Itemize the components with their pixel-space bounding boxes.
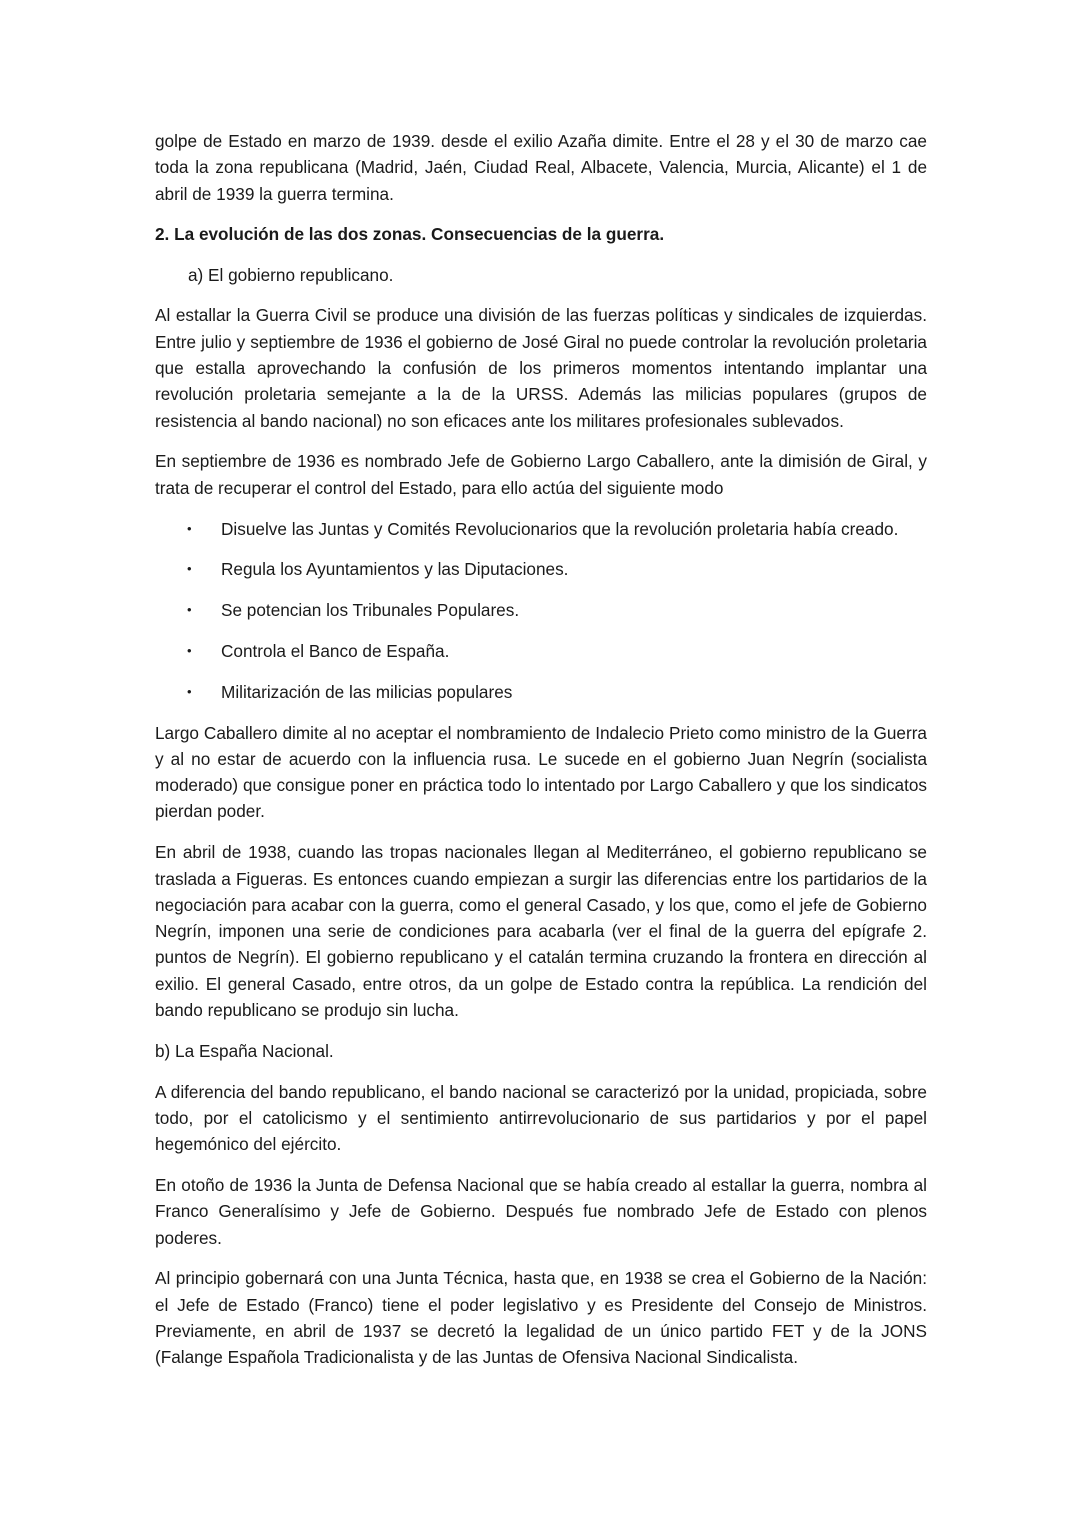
list-item-text: Se potencian los Tribunales Populares.: [221, 600, 520, 621]
list-item: [155, 597, 927, 623]
list-item-text: Regula los Ayuntamientos y las Diputaciones.: [221, 559, 569, 580]
intro-paragraph: golpe de Estado en marzo de 1939. desde el exilio Azaña dimite. Entre el 28 y el 30 de marzo cae toda la zona republicana (Madrid, Jaén, Ciudad Real, Albacete, Valencia, Murcia, Alicante) el 1 de abril de 1939 la guerra termina.: [155, 131, 927, 204]
paragraph-junta-tecnica: Al principio gobernará con una Junta Técnica, hasta que, en 1938 se crea el Gobierno de la Nación: el Jefe de Estado (Franco) tiene el poder legislativo y es Presidente del Consejo de Ministros. Previamente, en abril de 1937 se decretó la legalidad de un único partido FET y de la JONS (Falange Española Tradicionalista y de las Juntas de Ofensiva Nacional Sindicalista.: [155, 1268, 927, 1368]
list-item-text: Disuelve las Juntas y Comités Revolucionarios que la revolución proletaria había creado.: [221, 518, 899, 539]
bullet-icon: •: [187, 561, 192, 577]
bullet-icon: •: [187, 602, 192, 618]
document-page: [155, 128, 927, 1385]
list-item-text: Militarización de las milicias populares: [221, 681, 513, 702]
list-item: [155, 638, 927, 664]
paragraph-figueras: En abril de 1938, cuando las tropas nacionales llegan al Mediterráneo, el gobierno republicano se traslada a Figueras. Es entonces cuando empiezan a surgir las diferencias entre los partidarios de la negociación para acabar con la guerra, como el general Casado, y los que, como el jefe de Gobierno Negrín, imponen una serie de condiciones para acabarla (ver el final de la guerra del epígrafe 2. puntos de Negrín). El gobierno republicano y el catalán termina cruzando la frontera en dirección al exilio. El general Casado, entre otros, da un golpe de Estado contra la república. La rendición del bando republicano se produjo sin lucha.: [155, 842, 927, 1021]
subsection-b-title: b) La España Nacional.: [155, 1040, 334, 1061]
paragraph-franco-appointment: En otoño de 1936 la Junta de Defensa Nacional que se había creado al estallar la guerra, nombra al Franco Generalísimo y Jefe de Gobierno. Después fue nombrado Jefe de Estado con plenos poderes.: [155, 1175, 927, 1248]
list-item: [155, 556, 927, 582]
paragraph-largo-caballero: En septiembre de 1936 es nombrado Jefe de Gobierno Largo Caballero, ante la dimisión de Giral, y trata de recuperar el control del Estado, para ello actúa del siguiente modo: [155, 451, 927, 498]
list-item-text: Controla el Banco de España.: [221, 640, 450, 661]
paragraph-republic-division: Al estallar la Guerra Civil se produce una división de las fuerzas políticas y sindicales de izquierdas. Entre julio y septiembre de 1936 el gobierno de José Giral no puede controlar la revolución proletaria que estalla aprovechando la confusión de los primeros momentos intentando implantar una revolución proletaria semejante a la de la URSS. Además las milicias populares (grupos de resistencia al bando nacional) no son eficaces ante los militares profesionales sublevados.: [155, 305, 927, 431]
list-item: [155, 679, 927, 705]
bullet-icon: •: [187, 683, 192, 699]
measures-list: [155, 516, 927, 705]
subsection-a-title: a) El gobierno republicano.: [188, 264, 394, 285]
bullet-icon: •: [187, 642, 192, 658]
list-item: [155, 516, 927, 542]
paragraph-national-unity: A diferencia del bando republicano, el bando nacional se caracterizó por la unidad, propiciada, sobre todo, por el catolicismo y el sentimiento antirrevolucionario de sus partidarios y por el papel hegemónico del ejército.: [155, 1081, 927, 1155]
bullet-icon: •: [187, 520, 192, 536]
section-heading: 2. La evolución de las dos zonas. Consecuencias de la guerra.: [155, 224, 665, 245]
paragraph-negrin: Largo Caballero dimite al no aceptar el nombramiento de Indalecio Prieto como ministro de la Guerra y al no estar de acuerdo con la influencia rusa. Le sucede en el gobierno Juan Negrín (socialista moderado) que consigue poner en práctica todo lo intentado por Largo Caballero y que los sindicatos pierdan poder.: [155, 722, 927, 822]
